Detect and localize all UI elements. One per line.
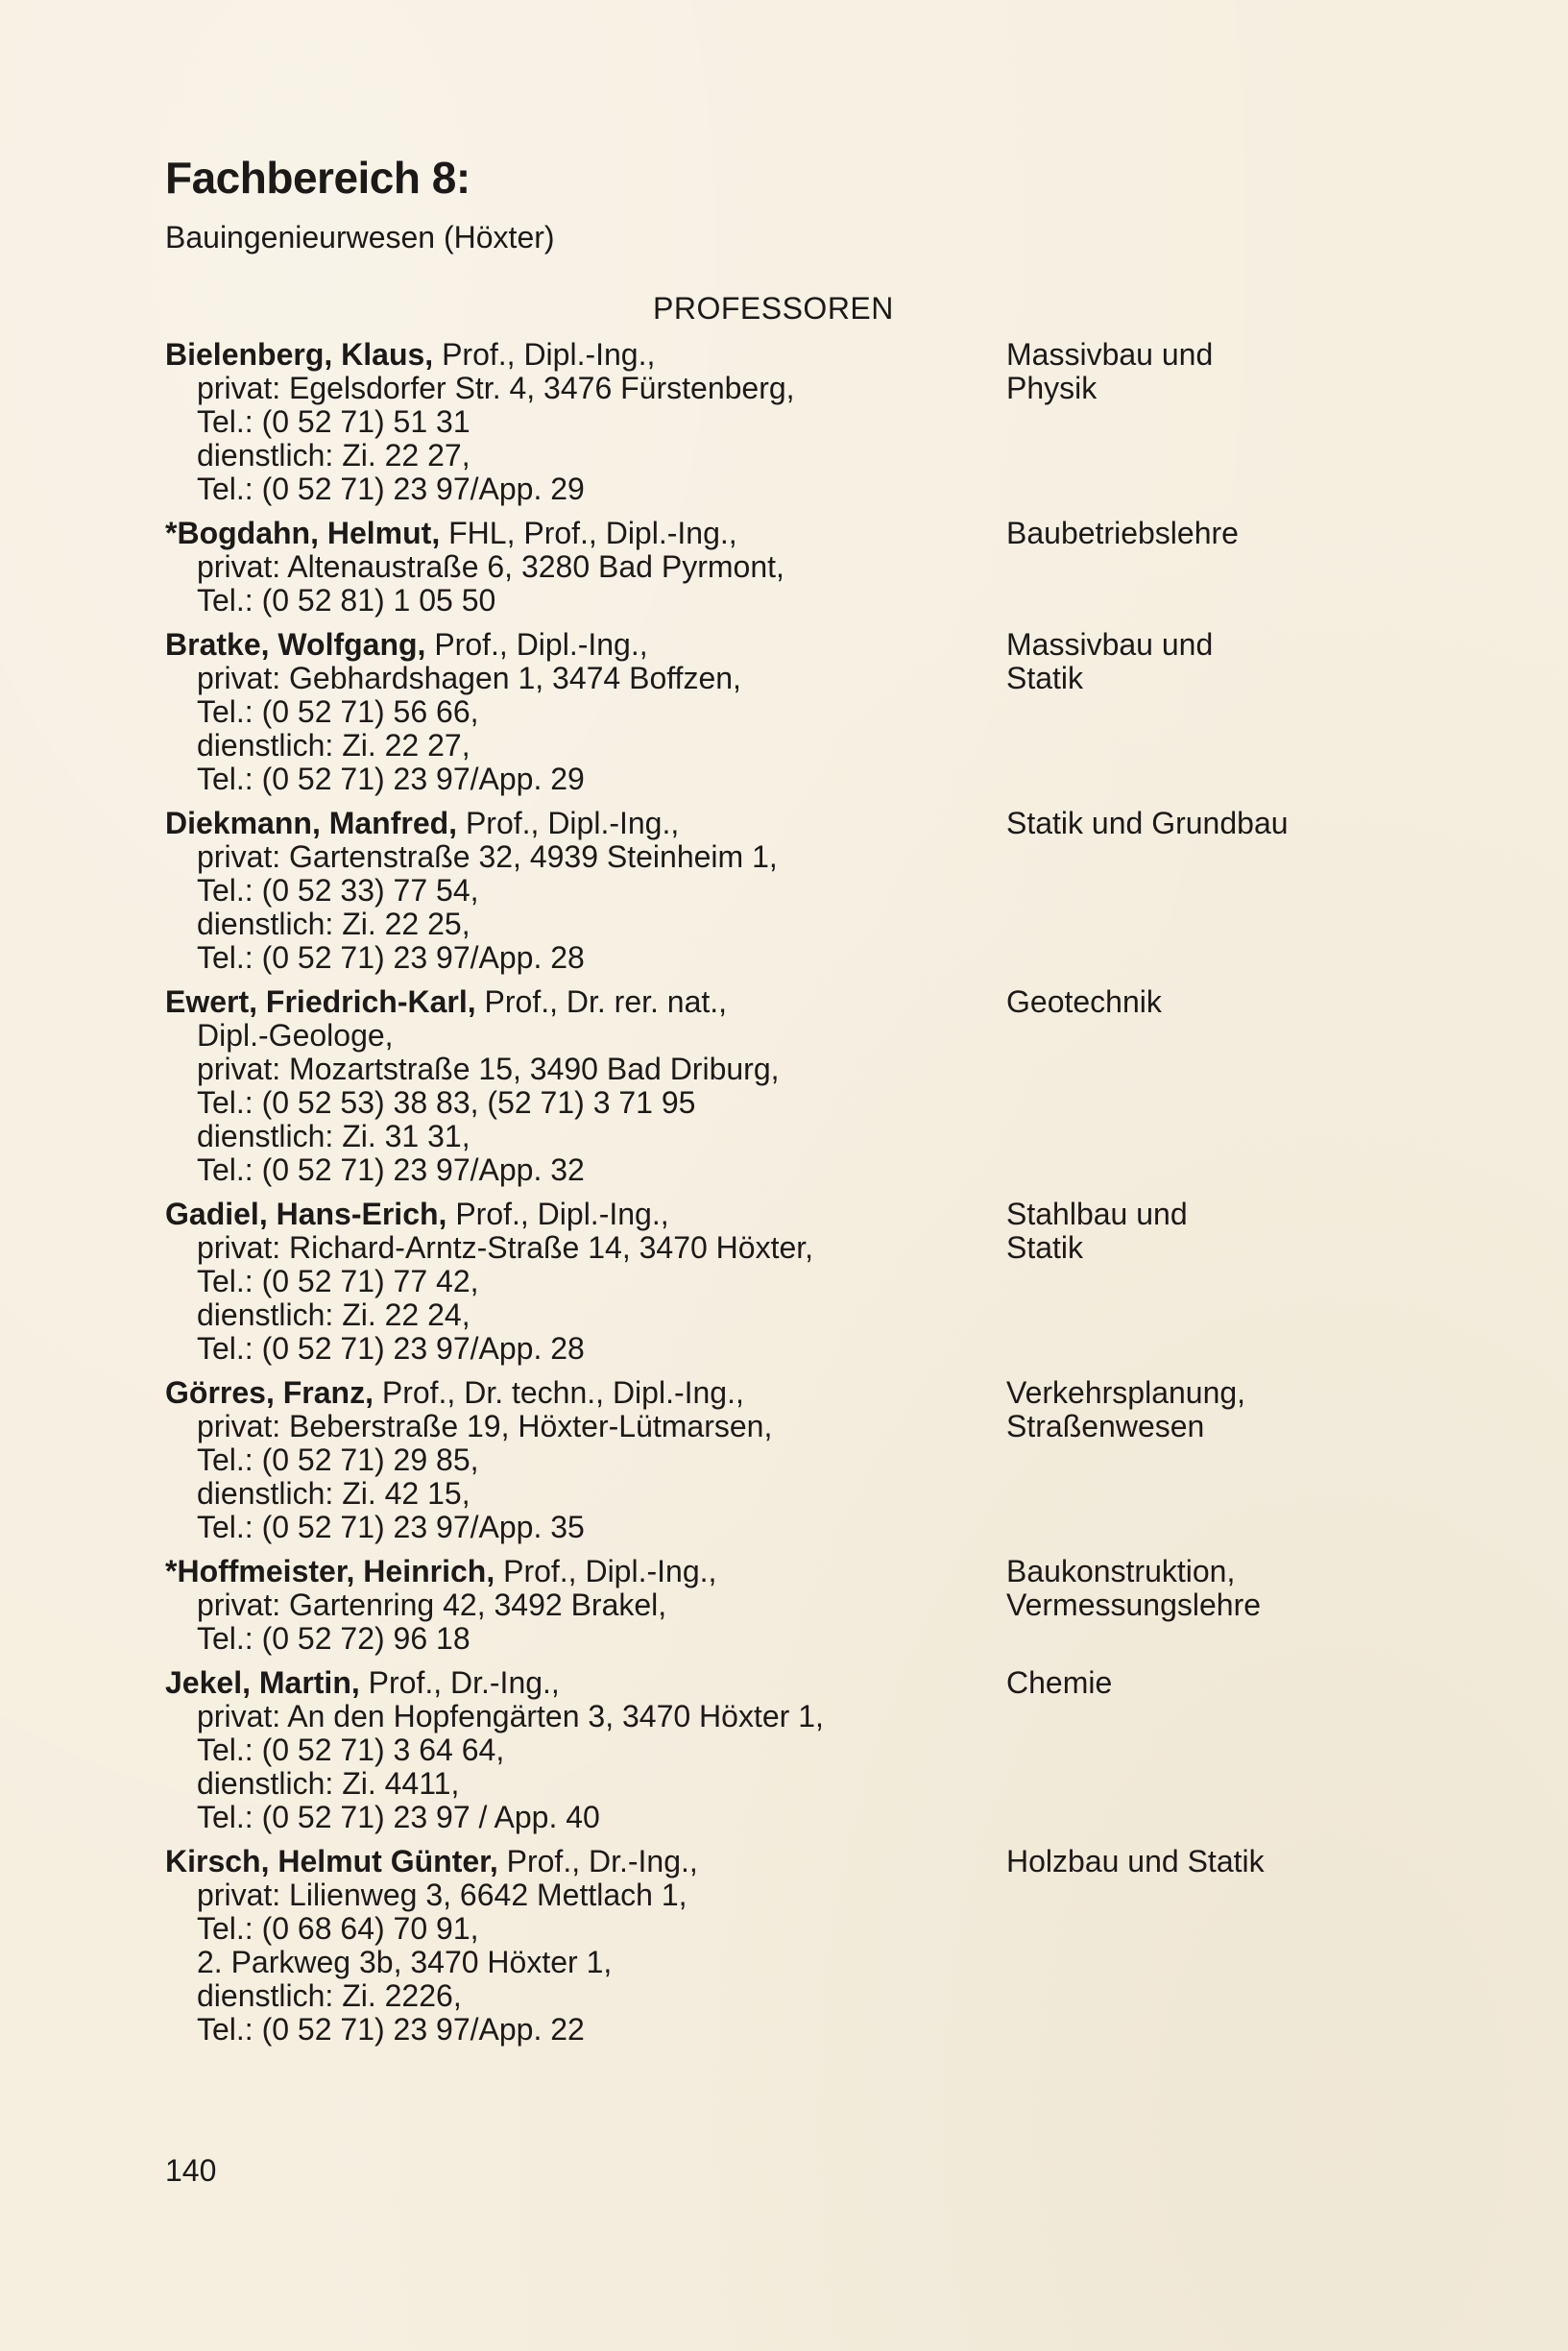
- professor-title: Prof., Dr.-Ing.,: [497, 1844, 698, 1878]
- subject-line: Straßenwesen: [1006, 1409, 1205, 1443]
- subject-line: Massivbau und: [1006, 627, 1214, 662]
- professor-title: Prof., Dipl.-Ing.,: [495, 1554, 717, 1588]
- professor-details: [165, 1376, 1006, 1544]
- professor-entry: [165, 338, 1413, 506]
- professor-name: Bogdahn, Helmut,: [177, 516, 441, 550]
- subject-area: [1006, 338, 1390, 506]
- contact-line: Tel.: (0 52 72) 96 18: [197, 1621, 470, 1656]
- subject-area: [1006, 517, 1390, 618]
- contact-line: dienstlich: Zi. 22 25,: [197, 907, 470, 941]
- professor-name: Bielenberg, Klaus,: [165, 337, 434, 372]
- contact-line: Tel.: (0 52 71) 23 97/App. 29: [197, 762, 585, 796]
- professor-title: Prof., Dipl.-Ing.,: [433, 337, 656, 372]
- subject-area: [1006, 1666, 1390, 1834]
- contact-line: dienstlich: Zi. 2226,: [197, 1978, 462, 2013]
- contact-line: dienstlich: Zi. 31 31,: [197, 1119, 470, 1153]
- contact-line: privat: Lilienweg 3, 6642 Mettlach 1,: [197, 1878, 688, 1912]
- professor-heading-line: [165, 985, 1006, 1019]
- professor-details: [165, 1555, 1006, 1656]
- contact-line: privat: Gebhardshagen 1, 3474 Boffzen,: [197, 661, 741, 695]
- professor-entry: [165, 628, 1413, 796]
- professor-name: Kirsch, Helmut Günter,: [165, 1844, 498, 1878]
- subject-line: Statik: [1006, 661, 1084, 695]
- professor-name: Bratke, Wolfgang,: [165, 627, 426, 662]
- professor-details: [165, 1845, 1006, 2047]
- contact-line: Tel.: (0 52 71) 23 97/App. 28: [197, 940, 585, 975]
- contact-line: Tel.: (0 52 33) 77 54,: [197, 873, 479, 908]
- contact-line: privat: Mozartstraße 15, 3490 Bad Driburg,: [197, 1052, 780, 1086]
- subject-line: Baubetriebslehre: [1006, 516, 1239, 550]
- professor-entry: [165, 1666, 1413, 1834]
- subject-line: Vermessungslehre: [1006, 1588, 1262, 1622]
- professor-name: Gadiel, Hans-Erich,: [165, 1197, 447, 1231]
- professor-entry: [165, 1845, 1413, 2047]
- contact-line: dienstlich: Zi. 22 24,: [197, 1297, 470, 1332]
- contact-line: privat: Richard-Arntz-Straße 14, 3470 Höxter,: [197, 1230, 814, 1265]
- subject-line: Chemie: [1006, 1665, 1113, 1700]
- professor-name: Ewert, Friedrich-Karl,: [165, 984, 476, 1019]
- subject-line: Physik: [1006, 371, 1098, 405]
- contact-line: dienstlich: Zi. 4411,: [197, 1766, 460, 1801]
- contact-line: privat: Beberstraße 19, Höxter-Lütmarsen,: [197, 1409, 773, 1443]
- professor-entry: [165, 807, 1413, 975]
- contact-line: privat: Gartenring 42, 3492 Brakel,: [197, 1588, 667, 1622]
- professor-name: Görres, Franz,: [165, 1375, 374, 1410]
- contact-line: Tel.: (0 52 71) 51 31: [197, 404, 470, 439]
- contact-line: dienstlich: Zi. 42 15,: [197, 1476, 470, 1511]
- professor-entry: [165, 1555, 1413, 1656]
- subject-line: Holzbau und Statik: [1006, 1844, 1265, 1878]
- contact-line: Tel.: (0 52 71) 3 64 64,: [197, 1733, 505, 1767]
- professor-heading-line: [165, 1845, 1006, 1878]
- asterisk-mark: *: [165, 1554, 178, 1588]
- contact-line: Tel.: (0 52 81) 1 05 50: [197, 583, 496, 618]
- subject-area: [1006, 807, 1390, 975]
- contact-line: Dipl.-Geologe,: [197, 1018, 394, 1053]
- contact-line: Tel.: (0 52 71) 29 85,: [197, 1442, 479, 1477]
- contact-line: Tel.: (0 52 71) 23 97/App. 29: [197, 472, 585, 506]
- subject-area: [1006, 1198, 1390, 1366]
- contact-line: Tel.: (0 52 71) 23 97 / App. 40: [197, 1800, 600, 1834]
- professor-entry: [165, 985, 1413, 1187]
- professor-name: Hoffmeister, Heinrich,: [177, 1554, 495, 1588]
- section-heading: PROFESSOREN: [653, 291, 894, 326]
- subject-line: Massivbau und: [1006, 337, 1214, 372]
- professor-list: [165, 338, 1413, 2057]
- professor-heading-line: [165, 628, 1006, 662]
- professor-details: [165, 628, 1006, 796]
- contact-line: privat: An den Hopfengärten 3, 3470 Höxter 1,: [197, 1699, 824, 1733]
- professor-title: Prof., Dipl.-Ing.,: [425, 627, 648, 662]
- professor-name: Diekmann, Manfred,: [165, 806, 458, 840]
- professor-details: [165, 338, 1006, 506]
- professor-name: Jekel, Martin,: [165, 1665, 360, 1700]
- contact-line: Tel.: (0 52 71) 23 97/App. 32: [197, 1152, 585, 1187]
- professor-entry: [165, 1198, 1413, 1366]
- subject-line: Verkehrsplanung,: [1006, 1375, 1246, 1410]
- contact-line: Tel.: (0 68 64) 70 91,: [197, 1911, 479, 1946]
- contact-line: Tel.: (0 52 71) 77 42,: [197, 1264, 479, 1298]
- professor-heading-line: [165, 1198, 1006, 1231]
- subject-line: Baukonstruktion,: [1006, 1554, 1236, 1588]
- subject-area: [1006, 985, 1390, 1187]
- subject-line: Statik und Grundbau: [1006, 806, 1289, 840]
- subject-area: [1006, 1376, 1390, 1544]
- professor-heading-line: [165, 807, 1006, 840]
- contact-line: dienstlich: Zi. 22 27,: [197, 728, 470, 763]
- professor-details: [165, 807, 1006, 975]
- page-number: 140: [165, 2153, 217, 2188]
- contact-line: Tel.: (0 52 71) 23 97/App. 35: [197, 1510, 585, 1544]
- contact-line: privat: Egelsdorfer Str. 4, 3476 Fürstenberg,: [197, 371, 795, 405]
- professor-title: Prof., Dr. rer. nat.,: [475, 984, 728, 1019]
- contact-line: Tel.: (0 52 71) 23 97/App. 22: [197, 2012, 585, 2047]
- contact-line: 2. Parkweg 3b, 3470 Höxter 1,: [197, 1945, 613, 1979]
- subject-line: Stahlbau und: [1006, 1197, 1188, 1231]
- contact-line: Tel.: (0 52 71) 23 97/App. 28: [197, 1331, 585, 1366]
- professor-heading-line: [165, 338, 1006, 372]
- subject-line: Geotechnik: [1006, 984, 1162, 1019]
- contact-line: Tel.: (0 52 71) 56 66,: [197, 694, 479, 729]
- professor-entry: [165, 517, 1413, 618]
- professor-details: [165, 517, 1006, 618]
- professor-title: Prof., Dr. techn., Dipl.-Ing.,: [373, 1375, 744, 1410]
- professor-heading-line: [165, 1555, 1006, 1588]
- professor-title: Prof., Dipl.-Ing.,: [457, 806, 680, 840]
- department-subtitle: Bauingenieurwesen (Höxter): [165, 220, 555, 254]
- subject-area: [1006, 628, 1390, 796]
- professor-title: Prof., Dr.-Ing.,: [359, 1665, 560, 1700]
- department-title: Fachbereich 8:: [165, 153, 470, 203]
- subject-area: [1006, 1845, 1390, 2047]
- contact-line: privat: Altenaustraße 6, 3280 Bad Pyrmont,: [197, 549, 784, 584]
- professor-details: [165, 1666, 1006, 1834]
- contact-line: privat: Gartenstraße 32, 4939 Steinheim 1,: [197, 839, 778, 874]
- professor-entry: [165, 1376, 1413, 1544]
- professor-heading-line: [165, 517, 1006, 550]
- asterisk-mark: *: [165, 516, 178, 550]
- contact-line: dienstlich: Zi. 22 27,: [197, 438, 470, 473]
- contact-line: Tel.: (0 52 53) 38 83, (52 71) 3 71 95: [197, 1085, 696, 1120]
- professor-details: [165, 1198, 1006, 1366]
- subject-line: Statik: [1006, 1230, 1084, 1265]
- professor-title: FHL, Prof., Dipl.-Ing.,: [440, 516, 737, 550]
- professor-heading-line: [165, 1376, 1006, 1410]
- professor-heading-line: [165, 1666, 1006, 1700]
- professor-title: Prof., Dipl.-Ing.,: [446, 1197, 669, 1231]
- professor-details: [165, 985, 1006, 1187]
- subject-area: [1006, 1555, 1390, 1656]
